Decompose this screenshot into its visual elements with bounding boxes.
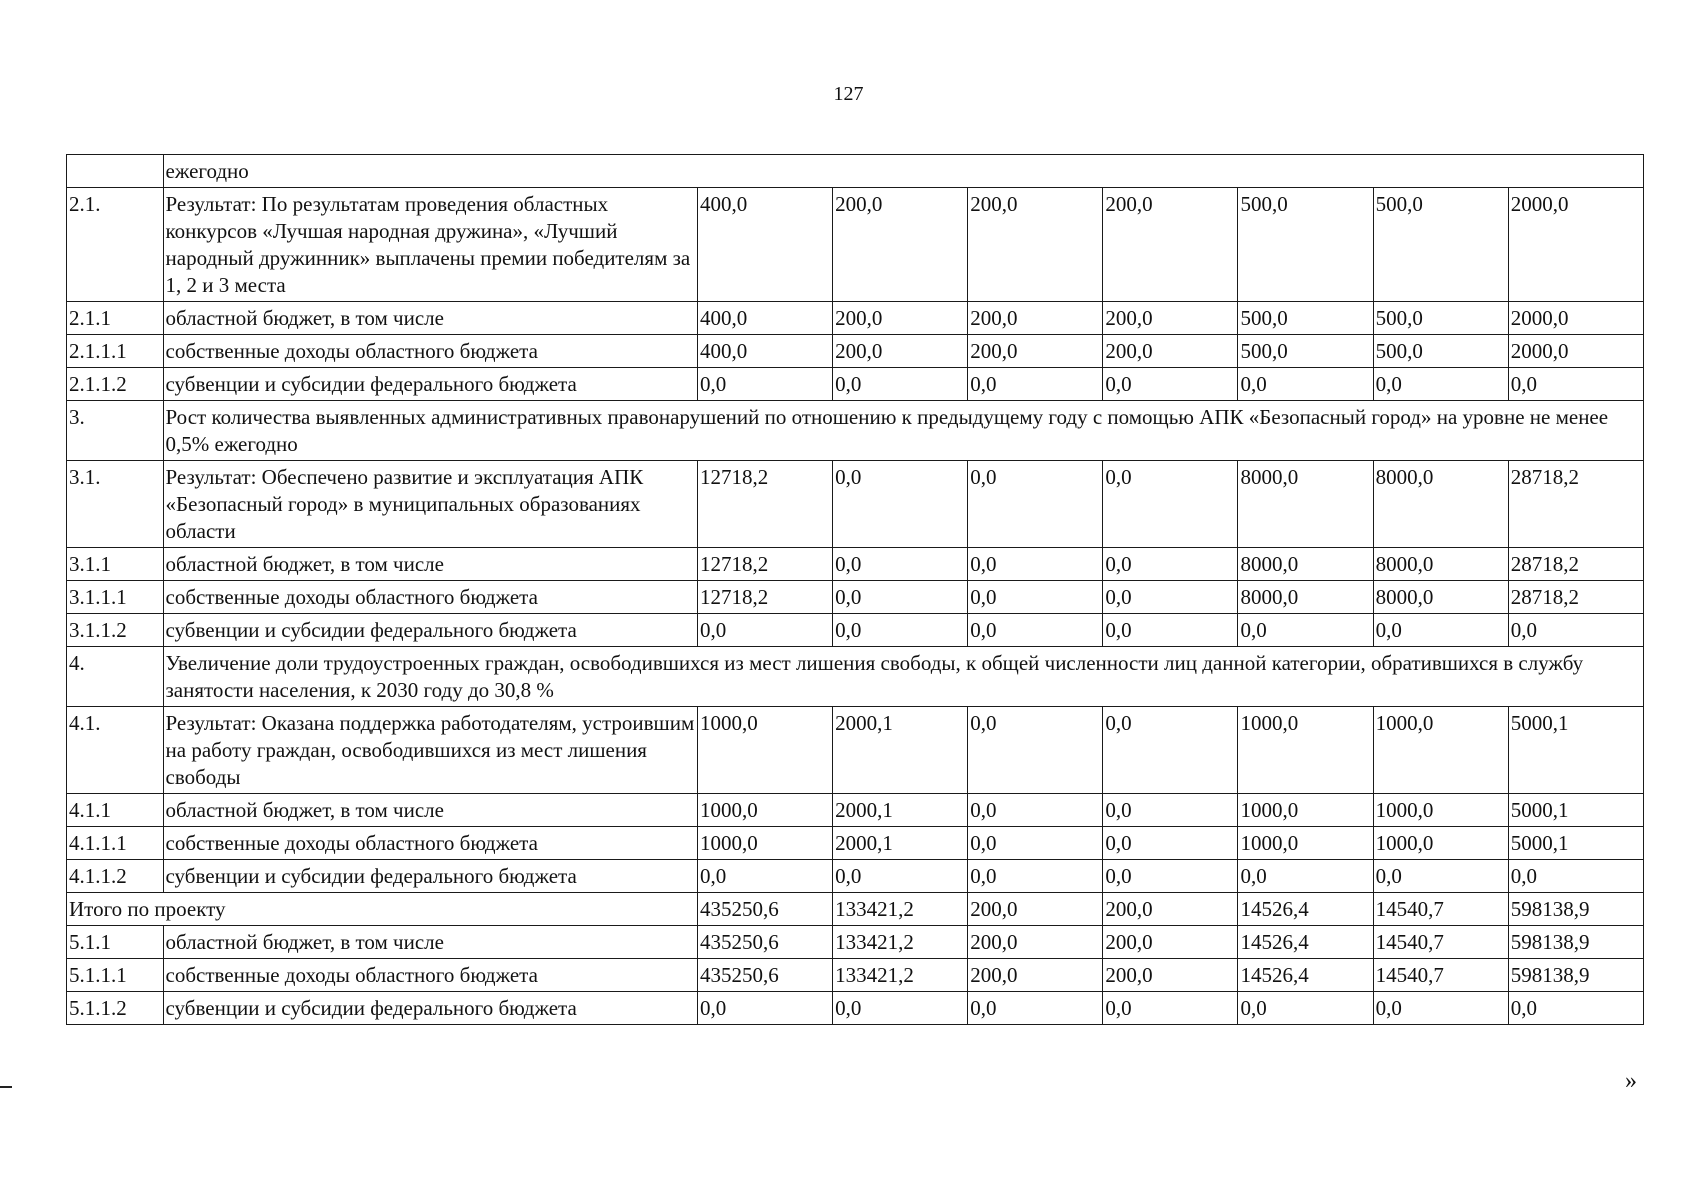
table-row [67, 827, 1644, 860]
value-cell: 200,0 [968, 335, 1103, 368]
row-name-cell: собственные доходы областного бюджета [163, 335, 697, 368]
value-cell: 0,0 [833, 614, 968, 647]
value-cell: 8000,0 [1238, 461, 1373, 548]
row-name-cell: субвенции и субсидии федерального бюджета [163, 992, 697, 1025]
value-cell: 598138,9 [1508, 959, 1643, 992]
value-cell: 200,0 [1103, 188, 1238, 302]
value-cell: 0,0 [1238, 614, 1373, 647]
row-number-cell: 3.1. [67, 461, 164, 548]
table-row [67, 461, 1644, 548]
value-cell: 5000,1 [1508, 707, 1643, 794]
value-cell: 12718,2 [697, 461, 832, 548]
value-cell: 1000,0 [1373, 827, 1508, 860]
margin-mark [0, 1086, 12, 1088]
value-cell: 0,0 [968, 614, 1103, 647]
value-cell: 14540,7 [1373, 893, 1508, 926]
value-cell: 0,0 [833, 992, 968, 1025]
closing-quote: » [1625, 1068, 1637, 1094]
row-name-cell: субвенции и субсидии федерального бюджета [163, 614, 697, 647]
value-cell: 1000,0 [697, 794, 832, 827]
value-cell: 200,0 [968, 926, 1103, 959]
value-cell: 0,0 [1103, 548, 1238, 581]
value-cell: 14526,4 [1238, 893, 1373, 926]
value-cell: 14540,7 [1373, 959, 1508, 992]
value-cell: 0,0 [833, 461, 968, 548]
section-header-row [67, 155, 1644, 188]
value-cell: 14526,4 [1238, 926, 1373, 959]
row-name-cell: собственные доходы областного бюджета [163, 827, 697, 860]
value-cell: 0,0 [968, 860, 1103, 893]
table-row [67, 794, 1644, 827]
row-name-cell: Результат: Обеспечено развитие и эксплуатация АПК «Безопасный город» в муниципальных образованиях области [163, 461, 697, 548]
value-cell: 1000,0 [1373, 794, 1508, 827]
table-row [67, 926, 1644, 959]
table-row [67, 959, 1644, 992]
value-cell: 28718,2 [1508, 548, 1643, 581]
value-cell: 400,0 [697, 302, 832, 335]
row-name-cell: субвенции и субсидии федерального бюджета [163, 860, 697, 893]
row-number-cell: 3. [67, 401, 164, 461]
value-cell: 1000,0 [1238, 707, 1373, 794]
value-cell: 8000,0 [1238, 581, 1373, 614]
row-number-cell: 2.1.1 [67, 302, 164, 335]
value-cell: 200,0 [1103, 302, 1238, 335]
value-cell: 0,0 [697, 614, 832, 647]
value-cell: 200,0 [968, 188, 1103, 302]
value-cell: 0,0 [1238, 860, 1373, 893]
value-cell: 500,0 [1373, 188, 1508, 302]
value-cell: 2000,1 [833, 794, 968, 827]
value-cell: 435250,6 [697, 959, 832, 992]
row-number-cell: 3.1.1.1 [67, 581, 164, 614]
section-header-row [67, 401, 1644, 461]
value-cell: 0,0 [697, 368, 832, 401]
value-cell: 0,0 [1103, 614, 1238, 647]
value-cell: 0,0 [1103, 860, 1238, 893]
value-cell: 0,0 [1238, 992, 1373, 1025]
value-cell: 0,0 [968, 794, 1103, 827]
value-cell: 0,0 [1238, 368, 1373, 401]
table-row [67, 581, 1644, 614]
value-cell: 133421,2 [833, 926, 968, 959]
value-cell: 1000,0 [1373, 707, 1508, 794]
value-cell: 8000,0 [1373, 581, 1508, 614]
total-row [67, 893, 1644, 926]
value-cell: 1000,0 [697, 827, 832, 860]
row-number-cell: 5.1.1.1 [67, 959, 164, 992]
value-cell: 12718,2 [697, 548, 832, 581]
table-row [67, 302, 1644, 335]
value-cell: 0,0 [833, 860, 968, 893]
value-cell: 28718,2 [1508, 581, 1643, 614]
total-label-cell: Итого по проекту [67, 893, 698, 926]
row-number-cell: 4.1. [67, 707, 164, 794]
value-cell: 200,0 [968, 302, 1103, 335]
value-cell: 435250,6 [697, 893, 832, 926]
value-cell: 0,0 [1373, 368, 1508, 401]
row-number-cell: 4.1.1 [67, 794, 164, 827]
row-name-cell: областной бюджет, в том числе [163, 926, 697, 959]
section-text-cell: ежегодно [163, 155, 1643, 188]
value-cell: 8000,0 [1373, 548, 1508, 581]
value-cell: 2000,0 [1508, 188, 1643, 302]
value-cell: 1000,0 [697, 707, 832, 794]
row-number-cell [67, 155, 164, 188]
table-row [67, 992, 1644, 1025]
row-number-cell: 4. [67, 647, 164, 707]
section-text-cell: Рост количества выявленных административных правонарушений по отношению к предыдущему году с помощью АПК «Безопасный город» на уровне не менее 0,5% ежегодно [163, 401, 1643, 461]
value-cell: 0,0 [697, 860, 832, 893]
value-cell: 0,0 [968, 368, 1103, 401]
value-cell: 0,0 [833, 548, 968, 581]
value-cell: 2000,1 [833, 827, 968, 860]
value-cell: 200,0 [833, 302, 968, 335]
row-number-cell: 2.1.1.2 [67, 368, 164, 401]
value-cell: 400,0 [697, 335, 832, 368]
value-cell: 435250,6 [697, 926, 832, 959]
value-cell: 0,0 [1508, 860, 1643, 893]
value-cell: 8000,0 [1238, 548, 1373, 581]
table-row [67, 368, 1644, 401]
value-cell: 0,0 [1103, 461, 1238, 548]
table-row [67, 707, 1644, 794]
value-cell: 0,0 [1103, 581, 1238, 614]
row-number-cell: 4.1.1.1 [67, 827, 164, 860]
row-name-cell: Результат: По результатам проведения областных конкурсов «Лучшая народная дружина», «Лучший народный дружинник» выплачены премии победителям за 1, 2 и 3 места [163, 188, 697, 302]
value-cell: 500,0 [1373, 335, 1508, 368]
value-cell: 0,0 [968, 992, 1103, 1025]
table-row [67, 860, 1644, 893]
row-number-cell: 3.1.1 [67, 548, 164, 581]
value-cell: 0,0 [1508, 614, 1643, 647]
section-text-cell: Увеличение доли трудоустроенных граждан, освободившихся из мест лишения свободы, к общей численности лиц данной категории, обратившихся в службу занятости населения, к 2030 году до 30,8 % [163, 647, 1643, 707]
row-name-cell: областной бюджет, в том числе [163, 794, 697, 827]
row-number-cell: 2.1. [67, 188, 164, 302]
page-number: 127 [833, 83, 864, 105]
row-name-cell: собственные доходы областного бюджета [163, 581, 697, 614]
value-cell: 0,0 [1508, 992, 1643, 1025]
value-cell: 0,0 [1373, 992, 1508, 1025]
row-name-cell: Результат: Оказана поддержка работодателям, устроившим на работу граждан, освободившихся из мест лишения свободы [163, 707, 697, 794]
value-cell: 2000,0 [1508, 302, 1643, 335]
row-number-cell: 2.1.1.1 [67, 335, 164, 368]
value-cell: 0,0 [1373, 860, 1508, 893]
value-cell: 0,0 [1103, 707, 1238, 794]
value-cell: 598138,9 [1508, 893, 1643, 926]
value-cell: 200,0 [968, 959, 1103, 992]
value-cell: 0,0 [968, 581, 1103, 614]
value-cell: 400,0 [697, 188, 832, 302]
value-cell: 200,0 [833, 188, 968, 302]
table-row [67, 548, 1644, 581]
value-cell: 500,0 [1238, 188, 1373, 302]
table-row [67, 188, 1644, 302]
row-name-cell: областной бюджет, в том числе [163, 548, 697, 581]
value-cell: 1000,0 [1238, 827, 1373, 860]
value-cell: 0,0 [1103, 794, 1238, 827]
value-cell: 0,0 [833, 368, 968, 401]
value-cell: 200,0 [1103, 959, 1238, 992]
value-cell: 500,0 [1238, 335, 1373, 368]
row-number-cell: 4.1.1.2 [67, 860, 164, 893]
value-cell: 0,0 [968, 827, 1103, 860]
value-cell: 500,0 [1373, 302, 1508, 335]
value-cell: 12718,2 [697, 581, 832, 614]
value-cell: 500,0 [1238, 302, 1373, 335]
value-cell: 200,0 [1103, 335, 1238, 368]
value-cell: 2000,1 [833, 707, 968, 794]
value-cell: 200,0 [968, 893, 1103, 926]
value-cell: 200,0 [1103, 893, 1238, 926]
section-header-row [67, 647, 1644, 707]
row-number-cell: 5.1.1 [67, 926, 164, 959]
value-cell: 133421,2 [833, 893, 968, 926]
row-name-cell: областной бюджет, в том числе [163, 302, 697, 335]
row-number-cell: 3.1.1.2 [67, 614, 164, 647]
value-cell: 8000,0 [1373, 461, 1508, 548]
budget-table-body [67, 155, 1644, 1025]
row-number-cell: 5.1.1.2 [67, 992, 164, 1025]
value-cell: 0,0 [968, 707, 1103, 794]
value-cell: 0,0 [1508, 368, 1643, 401]
value-cell: 1000,0 [1238, 794, 1373, 827]
budget-table [66, 154, 1644, 1025]
table-row [67, 614, 1644, 647]
value-cell: 598138,9 [1508, 926, 1643, 959]
value-cell: 0,0 [968, 461, 1103, 548]
value-cell: 0,0 [1373, 614, 1508, 647]
value-cell: 5000,1 [1508, 827, 1643, 860]
value-cell: 0,0 [833, 581, 968, 614]
value-cell: 28718,2 [1508, 461, 1643, 548]
value-cell: 0,0 [1103, 827, 1238, 860]
value-cell: 5000,1 [1508, 794, 1643, 827]
value-cell: 0,0 [968, 548, 1103, 581]
value-cell: 0,0 [1103, 368, 1238, 401]
value-cell: 200,0 [833, 335, 968, 368]
value-cell: 200,0 [1103, 926, 1238, 959]
value-cell: 14526,4 [1238, 959, 1373, 992]
row-name-cell: собственные доходы областного бюджета [163, 959, 697, 992]
table-row [67, 335, 1644, 368]
row-name-cell: субвенции и субсидии федерального бюджета [163, 368, 697, 401]
value-cell: 0,0 [697, 992, 832, 1025]
value-cell: 0,0 [1103, 992, 1238, 1025]
value-cell: 133421,2 [833, 959, 968, 992]
value-cell: 14540,7 [1373, 926, 1508, 959]
value-cell: 2000,0 [1508, 335, 1643, 368]
